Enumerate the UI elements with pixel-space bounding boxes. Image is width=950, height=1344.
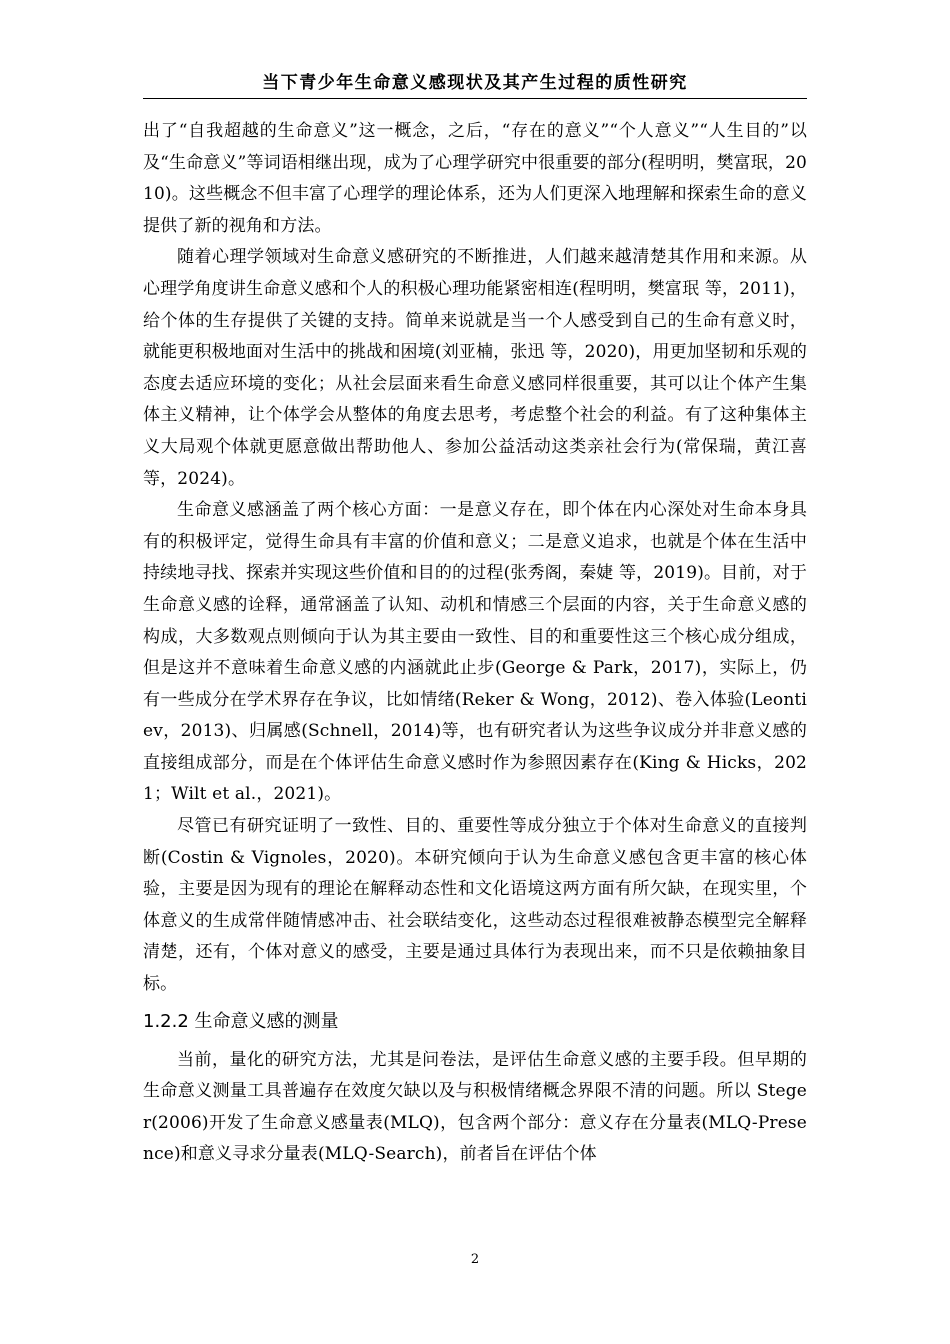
paragraph-continuation: 出了“自我超越的生命意义”这一概念，之后，“存在的意义”“个人意义”“人生目的”以及“生命意义”等词语相继出现，成为了心理学研究中很重要的部分(程明明，樊富珉，2010)。这些概念不但丰富了心理学的理论体系，还为人们更深入地理解和探索生命的意义提供了新的视角和方法。: [143, 121, 807, 236]
page-number: 2: [470, 1252, 480, 1267]
page-body: [143, 116, 807, 1171]
paragraph-study-view: 尽管已有研究证明了一致性、目的、重要性等成分独立于个体对生命意义的直接判断(Costin & Vignoles，2020)。本研究倾向于认为生命意义感包含更丰富的核心体验，主要是因为现有的理论在解释动态性和文化语境这两方面有所欠缺，在现实里，个体意义的生成常伴随情感冲击、社会联结变化，这些动态过程很难被静态模型完全解释清楚，还有，个体对意义的感受，主要是通过具体行为表现出来，而不只是依赖抽象目标。: [143, 816, 807, 995]
section-heading: 1.2.2 生命意义感的测量: [143, 1010, 339, 1032]
paragraph-core-aspects: 生命意义感涵盖了两个核心方面：一是意义存在，即个体在内心深处对生命本身具有的积极评定，觉得生命具有丰富的价值和意义；二是意义追求，也就是个体在生活中持续地寻找、探索并实现这些价值和目的的过程(张秀阁，秦婕 等，2019)。目前，对于生命意义感的诠释，通常涵盖了认知、动机和情感三个层面的内容，关于生命意义感的构成，大多数观点则倾向于认为其主要由一致性、目的和重要性这三个核心成分组成，但是这并不意味着生命意义感的内涵就此止步(George & Park，2017)，实际上，仍有一些成分在学术界存在争议，比如情绪(Reker & Wong，2012)、卷入体验(Leontiev，2013)、归属感(Schnell，2014)等，也有研究者认为这些争议成分并非意义感的直接组成部分，而是在个体评估生命意义感时作为参照因素存在(King & Hicks，2021；Wilt et al.，2021)。: [143, 500, 807, 805]
paragraph-measurement: 当前，量化的研究方法，尤其是问卷法，是评估生命意义感的主要手段。但早期的生命意义测量工具普遍存在效度欠缺以及与积极情绪概念界限不清的问题。所以 Steger(2006)开发了生命意义感量表(MLQ)，包含两个部分：意义存在分量表(MLQ-Presence)和意义寻求分量表(MLQ-Search)，前者旨在评估个体: [143, 1049, 807, 1165]
running-header: 当下青少年生命意义感现状及其产生过程的质性研究: [143, 70, 807, 99]
paragraph-research-progress: 随着心理学领域对生命意义感研究的不断推进，人们越来越清楚其作用和来源。从心理学角度讲生命意义感和个人的积极心理功能紧密相连(程明明，樊富珉 等，2011)，给个体的生存提供了关键的支持。简单来说就是当一个人感受到自己的生命有意义时，就能更积极地面对生活中的挑战和困境(刘亚楠，张迅 等，2020)，用更加坚韧和乐观的态度去适应环境的变化；从社会层面来看生命意义感同样很重要，其可以让个体产生集体主义精神，让个体学会从整体的角度去思考，考虑整个社会的利益。有了这种集体主义大局观个体就更愿意做出帮助他人、参加公益活动这类亲社会行为(常保瑞，黄江喜 等，2024)。: [143, 247, 807, 489]
